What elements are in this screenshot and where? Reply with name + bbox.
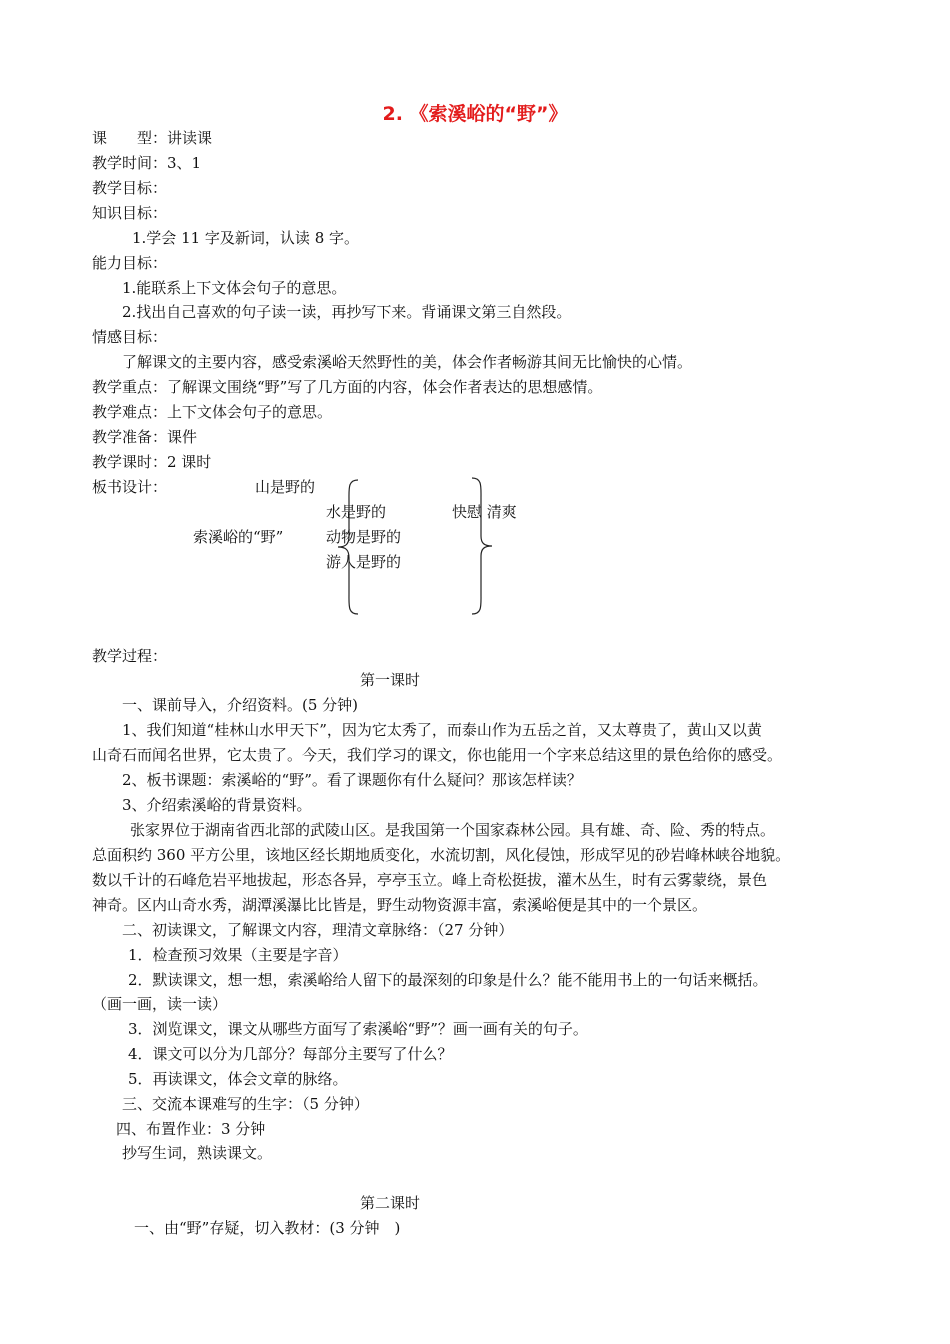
goals-label: 教学目标： [92,179,168,197]
lesson1-line: 总面积约 360 平方公里，该地区经长期地质变化，水流切割，风化侵蚀，形成罕见的砂岩峰林峡谷地貌。 [92,846,791,864]
lesson1-line: 5．再读课文，体会文章的脉络。 [128,1070,348,1088]
process-label: 教学过程： [92,647,168,665]
teaching-time-value: 3、1 [167,154,202,172]
lesson1-line: 2、板书课题：索溪峪的“野”。看了课题你有什么疑问？那该怎样读？ [122,771,582,789]
lesson1-line: 张家界位于湖南省西北部的武陵山区。是我国第一个国家森林公园。具有雄、奇、险、秀的特点。 [130,821,776,839]
lesson1-line: 山奇石而闻名世界，它太贵了。今天，我们学习的课文，你也能用一个字来总结这里的景色给你的感受。 [92,746,783,764]
document-title: 2. 《索溪峪的“野”》 [382,103,568,125]
board-item: 游人是野的 [326,553,402,571]
class-hours: 教学课时：2 课时 [92,453,212,471]
teaching-time-row [92,153,201,173]
ability-goal-item: 1.能联系上下文体会句子的意思。 [122,279,347,297]
board-design-label: 板书设计： [92,478,168,496]
course-type-value: 讲读课 [167,129,213,147]
lesson1-line: 3．浏览课文，课文从哪些方面写了索溪峪“野”？画一画有关的句子。 [128,1020,588,1038]
lesson1-line: 二、初读课文，了解课文内容，理清文章脉络：（27 分钟） [122,921,514,939]
board-feeling: 快慰 清爽 [452,503,517,521]
knowledge-goals-label: 知识目标： [92,204,168,222]
lesson1-line: 抄写生词，熟读课文。 [122,1144,273,1162]
lesson1-line: 3、介绍索溪峪的背景资料。 [122,796,312,814]
knowledge-goal-item: 1.学会 11 字及新词，认读 8 字。 [132,229,360,247]
left-brace [336,478,360,616]
lesson1-line: 四、布置作业：3 分钟 [116,1120,266,1138]
lesson1-title: 第一课时 [360,671,421,689]
emotion-goals-label: 情感目标： [92,328,168,346]
lesson1-line: 三、交流本课难写的生字：（5 分钟） [122,1095,369,1113]
lesson1-line: （画一画，读一读） [92,995,228,1013]
board-center-title: 索溪峪的“野” [193,528,284,546]
ability-goal-item: 2.找出自己喜欢的句子读一读，再抄写下来。背诵课文第三自然段。 [122,303,572,321]
difficulty: 教学难点：上下文体会句子的意思。 [92,403,333,421]
board-item: 水是野的 [326,503,387,521]
course-type-label: 课 型： [92,129,168,147]
lesson1-line: 2．默读课文，想一想，索溪峪给人留下的最深刻的印象是什么？能不能用书上的一句话来概括。 [128,971,768,989]
emotion-goal-text: 了解课文的主要内容，感受索溪峪天然野性的美，体会作者畅游其间无比愉快的心情。 [122,353,693,371]
lesson2-title: 第二课时 [360,1194,421,1212]
right-brace [470,476,494,616]
lesson1-line: 神奇。区内山奇水秀，湖潭溪瀑比比皆是，野生动物资源丰富，索溪峪便是其中的一个景区。 [92,896,708,914]
key-point: 教学重点：了解课文围绕“野”写了几方面的内容，体会作者表达的思想感情。 [92,378,603,396]
lesson1-line: 1、我们知道“桂林山水甲天下”，因为它太秀了，而泰山作为五岳之首，又太尊贵了，黄山又以黄 [122,721,762,739]
lesson1-line: 1．检查预习效果（主要是字音） [128,946,348,964]
teaching-time-label: 教学时间： [92,154,168,172]
course-type-row [92,128,212,148]
preparation: 教学准备：课件 [92,428,198,446]
ability-goals-label: 能力目标： [92,254,168,272]
lesson1-line: 一、课前导入，介绍资料。(5 分钟) [122,696,359,714]
lesson1-line: 数以千计的石峰危岩平地拔起，形态各异，亭亭玉立。峰上奇松挺拔，灌木丛生，时有云雾蒙绕，景色 [92,871,768,889]
lesson2-line: 一、由“野”存疑，切入教材：(3 分钟 ) [134,1219,401,1237]
board-item: 山是野的 [255,478,316,496]
board-item: 动物是野的 [326,528,402,546]
lesson1-line: 4．课文可以分为几部分？每部分主要写了什么？ [128,1045,453,1063]
